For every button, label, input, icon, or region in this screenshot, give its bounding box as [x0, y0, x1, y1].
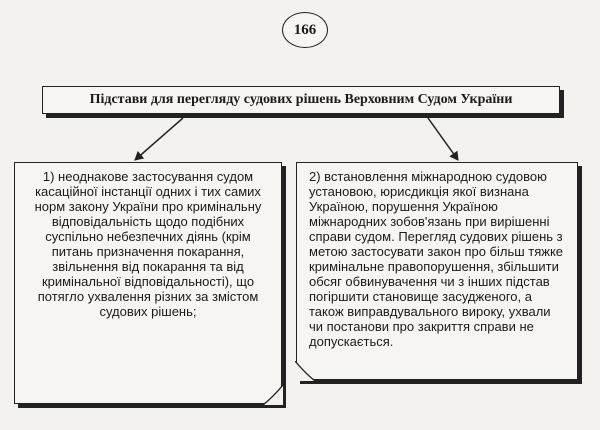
left-condition-box [14, 162, 282, 404]
page-curl-icon [295, 361, 315, 381]
right-condition-text: 2) встановлення міжнародною судовою установою, юрисдикція якої визнана Україною, порушення Україною міжнародних зобов'язань при вирішенні справи судом. Перегляд судових рішень з метою застосувати закон про більш тяжке кримінальне правопорушення, збільшити обсяг обвинувачення чи з інших підстав погіршити становище засудженого, а також виправдувального вироку, ухвали чи постанови про закриття справи не допускається. [309, 169, 564, 349]
left-condition-text: 1) неоднакове застосування судом касаційної інстанції одних і тих самих норм закону України про кримінальну відповідальність щодо подібних суспільно небезпечних діянь (крім питань призначення покарання, звільнення від покарання та від кримінальної відповідальності), що потягло ухвалення різних за змістом судових рішень; [34, 169, 262, 319]
right-arrow [428, 118, 458, 160]
page-number [282, 12, 328, 48]
left-arrow [135, 118, 183, 160]
page-curl-icon [263, 385, 283, 405]
title-box [42, 86, 560, 114]
page-number-text: 166 [293, 21, 317, 38]
title-text: Підстави для перегляду судових рішень Верховним Судом України [89, 92, 513, 107]
right-condition-box [296, 162, 578, 380]
